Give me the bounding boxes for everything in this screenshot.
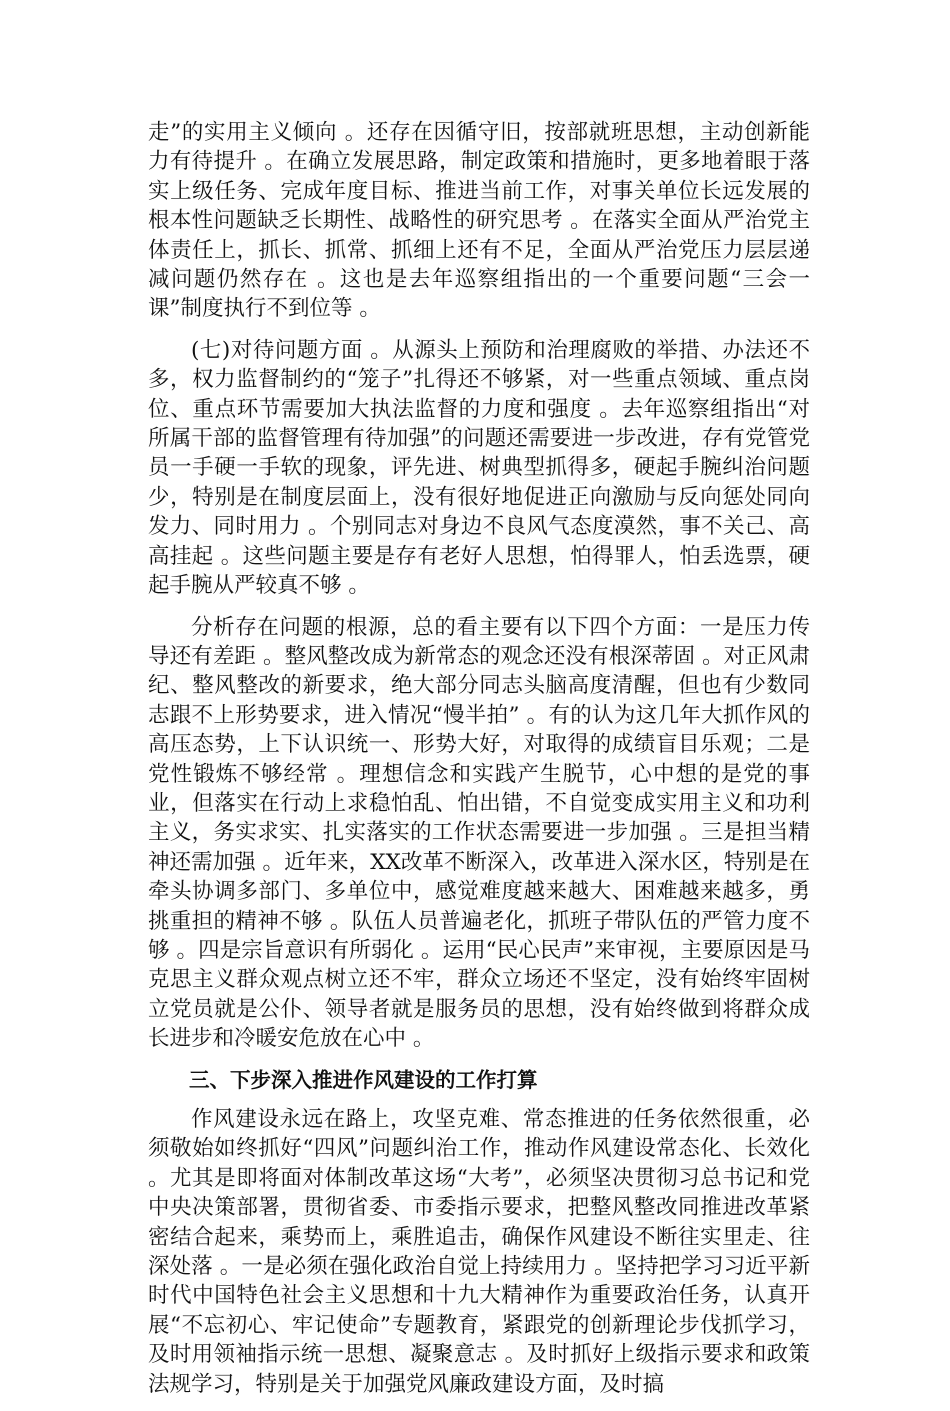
paragraph-problem-attitude: (七)对待问题方面 。从源头上预防和治理腐败的举措、办法还不多，权力监督制约的“笼子”扎得还不够紧，对一些重点领域、重点岗位、重点环节需要加大执法监督的力度和强度 。去年巡察组指出“对所属干部的监督管理有待加强”的问题还需要进一步改进，存有党管党员一手硬一手软的现象，评先进、树典型抓得多，硬起手腕纠治问题少，特别是在制度层面上，没有很好地促进正向激励与反向惩处同向发力、同时用力 。个别同志对身边不良风气态度漠然，事不关己、高高挂起 。这些问题主要是存有老好人思想，怕得罪人，怕丢选票，硬起手腕从严较真不够 。 <box>148 337 810 599</box>
paragraph-root-cause-analysis: 分析存在问题的根源，总的看主要有以下四个方面：一是压力传导还有差距 。整风整改成为新常态的观念还没有根深蒂固 。对正风肃纪、整风整改的新要求，绝大部分同志头脑高度清醒，但也有少数同志跟不上形势要求，进入情况“慢半拍” 。有的认为这几年大抓作风的高压态势，上下认识统一、形势大好，对取得的成绩盲目乐观；二是党性锻炼不够经常 。理想信念和实践产生脱节，心中想的是党的事业，但落实在行动上求稳怕乱、怕出错，不自觉变成实用主义和功利主义，务实求实、扎实落实的工作状态需要进一步加强 。三是担当精神还需加强 。近年来，XX改革不断深入，改革进入深水区，特别是在牵头协调多部门、多单位中，感觉难度越来越大、困难越来越多，勇挑重担的精神不够 。队伍人员普遍老化，抓班子带队伍的严管力度不够 。四是宗旨意识有所弱化 。运用“民心民声”来审视，主要原因是马克思主义群众观点树立还不牢，群众立场还不坚定，没有始终牢固树立党员就是公仆、领导者就是服务员的思想，没有始终做到将群众成长进步和冷暖安危放在心中 。 <box>148 614 810 1052</box>
paragraph-continuation: 走”的实用主义倾向 。还存在因循守旧，按部就班思想，主动创新能力有待提升 。在确立发展思路，制定政策和措施时，更多地着眼于落实上级任务、完成年度目标、推进当前工作，对事关单位长远发展的根本性问题缺乏长期性、战略性的研究思考 。在落实全面从严治党主体责任上，抓长、抓常、抓细上还有不足，全面从严治党压力层层递减问题仍然存在 。这也是去年巡察组指出的一个重要问题“三会一课”制度执行不到位等 。 <box>148 120 810 322</box>
paragraph-work-plan: 作风建设永远在路上，攻坚克难、常态推进的任务依然很重，必须敬始如终抓好“四风”问题纠治工作，推动作风建设常态化、长效化 。尤其是即将面对体制改革这场“大考”，必须坚决贯彻习总书记和党中央决策部署，贯彻省委、市委指示要求，把整风整改同推进改革紧密结合起来，乘势而上，乘胜追击，确保作风建设不断往实里走、往深处落 。一是必须在强化政治自觉上持续用力 。坚持把学习习近平新时代中国特色社会主义思想和十九大精神作为重要政治任务，认真开展“不忘初心、牢记使命”专题教育，紧跟党的创新理论步伐抓学习，及时用领袖指示统一思想、凝聚意志 。及时抓好上级指示要求和政策法规学习，特别是关于加强党风廉政建设方面，及时搞 <box>148 1107 810 1397</box>
document-page <box>148 118 810 1411</box>
section-heading-next-steps: 三、下步深入推进作风建设的工作打算 <box>189 1067 538 1092</box>
